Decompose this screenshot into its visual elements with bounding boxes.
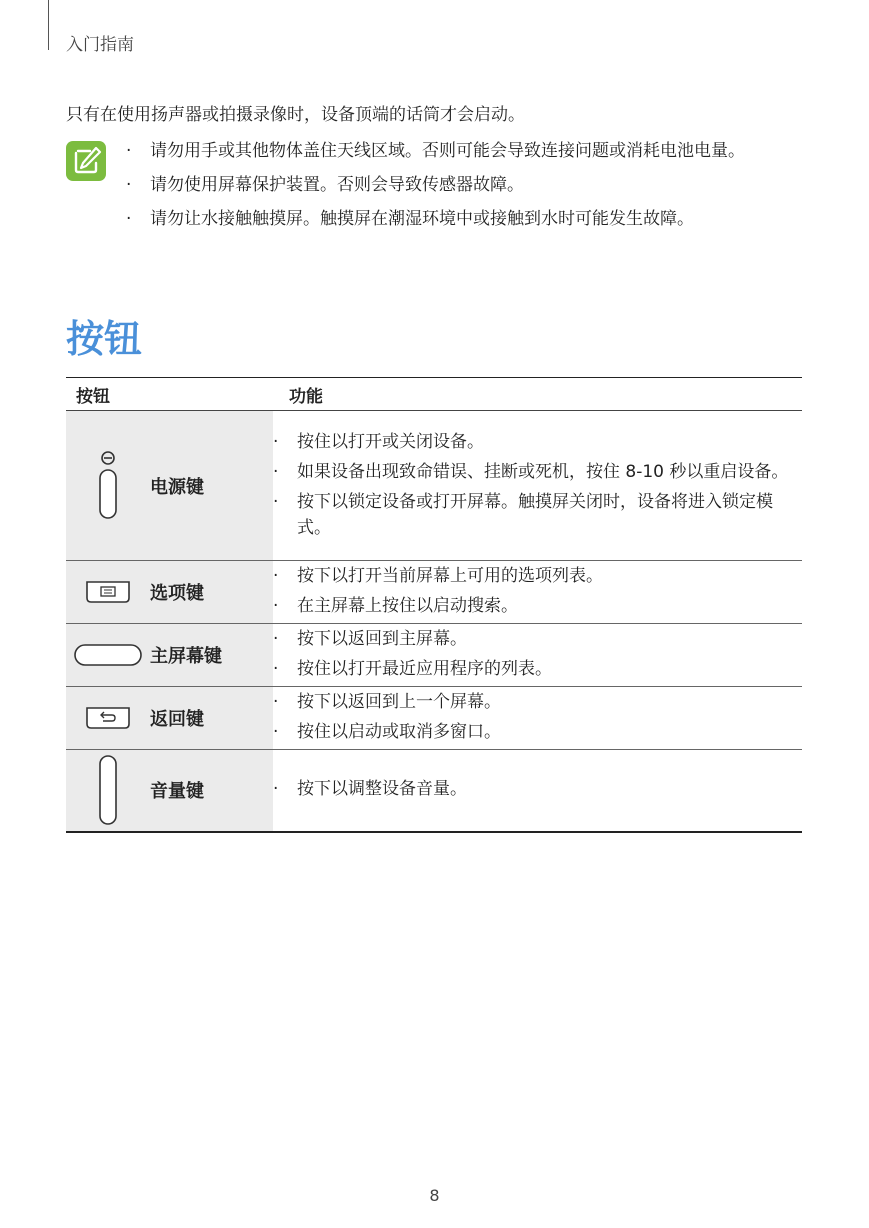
table-row [66,750,802,832]
key-label: 选项键 [150,583,204,604]
function-item: · 按下以返回到主屏幕。 [273,626,802,652]
function-item: · 按住以打开或关闭设备。 [273,429,802,455]
header-function: 功能 [273,378,802,411]
key-cell [66,561,273,624]
note-list [126,138,806,240]
note-item: · 请勿用手或其他物体盖住天线区域。否则可能会导致连接问题或消耗电池电量。 [126,138,806,164]
function-cell [273,624,802,687]
function-item: · 按下以锁定设备或打开屏幕。触摸屏关闭时，设备将进入锁定模式。 [273,489,802,541]
home-key-icon [72,642,144,668]
function-item: · 按下以返回到上一个屏幕。 [273,689,802,715]
page-number: 8 [429,1186,440,1205]
intro-text: 只有在使用扬声器或拍摄录像时，设备顶端的话筒才会启动。 [66,105,525,125]
note-pencil-icon [66,141,106,181]
function-item: · 按下以打开当前屏幕上可用的选项列表。 [273,563,802,589]
buttons-table [66,377,802,833]
header-key: 按钮 [66,378,273,411]
key-label: 音量键 [150,781,204,803]
back-key-icon [84,705,132,731]
key-cell [66,750,273,832]
table-row [66,411,802,561]
function-cell [273,561,802,624]
chapter-title: 入门指南 [66,35,134,55]
function-cell [273,411,802,561]
function-item: · 按住以启动或取消多窗口。 [273,719,802,745]
key-cell [66,411,273,561]
power-key-icon [93,450,123,522]
key-label: 主屏幕键 [150,646,222,667]
table-row [66,624,802,687]
note-item: · 请勿使用屏幕保护装置。否则会导致传感器故障。 [126,172,806,198]
function-item: · 在主屏幕上按住以启动搜索。 [273,593,802,619]
key-label: 电源键 [150,476,204,498]
note-item: · 请勿让水接触触摸屏。触摸屏在潮湿环境中或接触到水时可能发生故障。 [126,206,806,232]
key-cell [66,687,273,750]
function-item: · 按下以调整设备音量。 [273,776,802,802]
function-cell [273,750,802,832]
section-title: 按钮 [66,317,143,361]
key-label: 返回键 [150,709,204,730]
table-row [66,561,802,624]
function-cell [273,687,802,750]
menu-key-icon [84,579,132,605]
table-row [66,687,802,750]
corner-line [48,0,49,50]
function-item: · 按住以打开最近应用程序的列表。 [273,656,802,682]
volume-key-icon [93,753,123,827]
key-cell [66,624,273,687]
function-item: · 如果设备出现致命错误、挂断或死机，按住 8-10 秒以重启设备。 [273,459,802,485]
